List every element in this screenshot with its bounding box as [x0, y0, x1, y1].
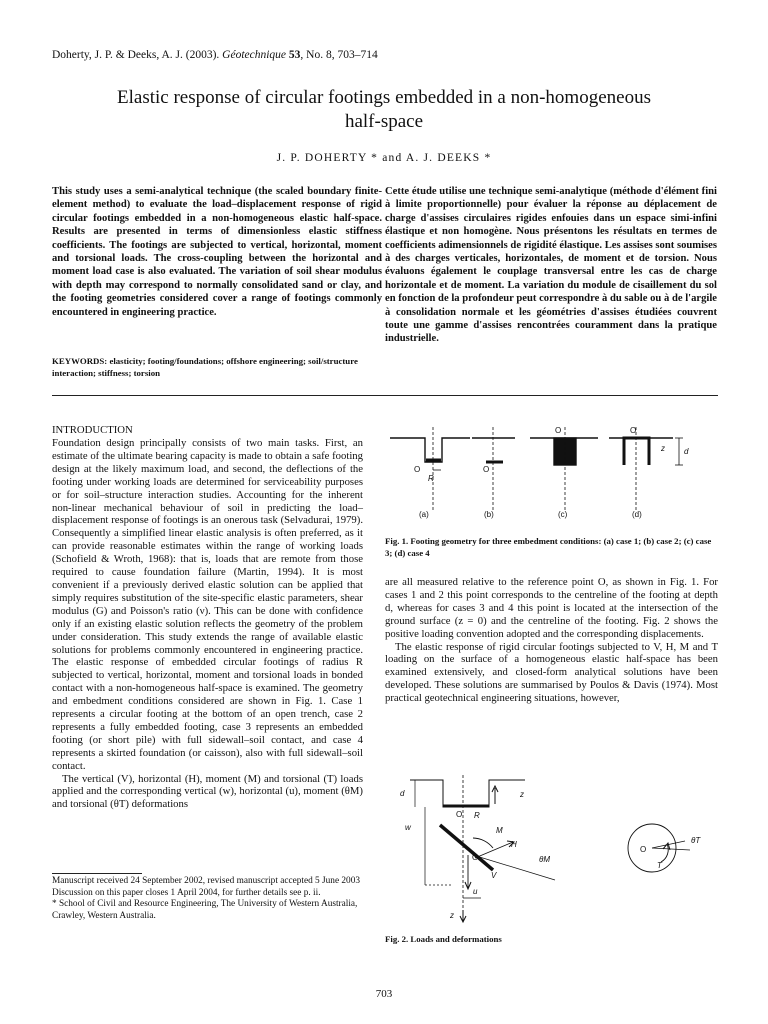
citation-journal: Géotechnique: [222, 49, 287, 61]
figure-1: [385, 422, 718, 524]
figure-2-caption: Fig. 2. Loads and deformations: [385, 934, 502, 944]
right-paragraph-1: are all measured relative to the reference point O, as shown in Fig. 1. For cases 1 and 2 this point corresponds to the centreline of the footing at depth d, whereas for cases 3 and 4 this point is located at the intersection of the ground surface (z = 0) and the centreline of the footing. Fig. 2 shows the positive loading convention adopted and the corresponding displacements.: [385, 576, 718, 640]
fig2-u-label: u: [473, 887, 478, 896]
fig2-w-label: w: [405, 823, 411, 832]
title-line-1: Elastic response of circular footings embedded in a non-homogeneous: [117, 87, 651, 108]
fig2-d-label: d: [400, 789, 405, 798]
fig1-label-d: (d): [632, 510, 642, 519]
citation-volume: 53: [288, 49, 301, 61]
fig1d-z-label: z: [661, 444, 665, 453]
citation-rest: , No. 8, 703–714: [300, 49, 378, 61]
fig2-ground-line: [410, 780, 525, 807]
title-line-2: half-space: [344, 111, 424, 132]
intro-paragraph-1: Foundation design principally consists of two main tasks. First, an estimate of the ultimate bearing capacity is made to obtain a safe footing design at the likely maximum load, and second, the deflections of the footing under working loads are determined for serviceability purposes or for soil–structure interaction studies. Accounting for the inherent non-linear mechanical behaviour of soil in predicting the load–displacement response of footings is an onerous task (Selvadurai, 1979). Consequently a simplified linear elastic analysis is often preferred, as it can provide reasonable estimates within the range of working loads (Schofield & Wroth, 1968): that is, loads that are remote from those required to cause foundation failure (Martin, 1994). It is most convenient if a previously derived elastic solution can be applied that simply requires substitution of the site-specific elastic parameters, shear modulus (G) and Poisson's ratio (ν). This can be done with confidence only if an existing elastic solution reflects the geometry of the problem under consideration. This study extends the range of available elastic solutions for problems commonly encountered in engineering practice. The elastic response of embedded circular footings of radius R subjected to vertical, horizontal, moment and torsional loads in bonded contact with a non-homogeneous half-space is examined. The geometry and embedment conditions considered are shown in Fig. 1. Case 1 represents a circular footing at the bottom of an open trench, case 2 represents a fully embedded footing, case 3 represents an embedded footing (or short pile) with full sidewall–soil contact, and case 4 represents a skirted foundation (or caisson), also with full sidewall–soil contact.: [52, 437, 363, 772]
page-number: 703: [375, 988, 393, 1000]
keywords-label: KEYWORDS:: [52, 356, 108, 366]
fig1b-origin-label: O: [483, 465, 490, 474]
citation: [52, 49, 378, 61]
authors: J. P. DOHERTY * and A. J. DEEKS *: [276, 152, 492, 164]
citation-authors: Doherty, J. P. & Deeks, A. J. (2003).: [52, 49, 220, 61]
fig1-label-b: (b): [484, 510, 494, 519]
fig1d-origin-label: O: [630, 426, 637, 435]
fig2-z2-label: z: [450, 911, 454, 920]
fig1d-skirt: [624, 438, 649, 465]
fig2-rotated-footing: [440, 825, 493, 870]
abstract-english: This study uses a semi-analytical technique (the scaled boundary finite-element method) to evaluate the load–displacement response of rigid circular footings embedded in a non-homogeneous elastic half-space. Results are presented in terms of dimensionless elastic stiffness coefficients. The footings are subjected to vertical, horizontal, moment and torsional loads. The cross-coupling between the horizontal and moment load case is also evaluated. The variation of soil shear modulus with depth may correspond to normally consolidated sand or clay, and the footing geometries considered cover a range of footings commonly encountered in engineering practice.: [52, 186, 382, 318]
intro-body: [52, 437, 363, 811]
fig2-thetaT-label: θT: [691, 836, 701, 845]
abstract-french: Cette étude utilise une technique semi-analytique (méthode d'élément fini à limite proportionnelle) pour évaluer la réponse au déplacement de charge d'assises circulaires rigides enfouies dans un espace simi-infini élastique et non homogène. Nous présentons les résultats en termes de coefficients adimensionnels de rigidité élastique. Les assises sont soumises à des charges verticales, horizontales, de moment et de torsion. Nous évaluons également le couplage transversal entre les cas de charge horizontale et de moment. La variation du module de cisaillement du sol en fonction de la profondeur peut correspondre à du sable ou à de l'argile à consolidation normale et les géométries d'assises étudiées couvrent toute une gamme d'assises rencontrées couramment dans la pratique industrielle.: [385, 186, 717, 345]
footnote-received: Manuscript received 24 September 2002, revised manuscript accepted 5 June 2003: [52, 876, 360, 886]
keywords: [52, 355, 384, 379]
fig1a-origin-label: O: [414, 465, 421, 474]
figure-2: [385, 770, 718, 930]
intro-heading: INTRODUCTION: [52, 424, 133, 436]
fig1c-origin-label: O: [555, 426, 562, 435]
fig2-z-label: z: [520, 790, 524, 799]
fig1-label-c: (c): [558, 510, 568, 519]
fig2-origin-label: O: [456, 810, 463, 819]
fig2-origin2-label: O: [472, 853, 479, 862]
fig2-horizontal-label: H: [511, 840, 517, 849]
fig2-thetaM-label: θM: [539, 855, 551, 864]
fig2-moment-label: M: [496, 826, 503, 835]
fig1a-radius-label: R: [428, 474, 434, 483]
intro-paragraph-2: The vertical (V), horizontal (H), moment (M) and torsional (T) loads applied and the corresponding vertical (w), horizontal (u), moment (θM) and torsional (θT) deformations: [52, 772, 363, 811]
keywords-text: elasticity; footing/foundations; offshore engineering; soil/structure interaction; stiffness; torsion: [52, 356, 358, 378]
footnote-affiliation: * School of Civil and Resource Engineering, The University of Western Australia, Crawley, Western Australia.: [52, 899, 358, 921]
fig1a-trench: [390, 438, 470, 462]
fig2-radius-label: R: [474, 811, 480, 820]
fig1d-depth-label: d: [684, 447, 689, 456]
right-column-body: [385, 576, 718, 705]
section-divider: [52, 395, 718, 396]
footnote-discussion: Discussion on this paper closes 1 April 2004, for further details see p. ii.: [52, 887, 321, 898]
footnote-divider: [52, 873, 142, 874]
footnotes: [52, 876, 363, 922]
fig2-torsion-origin-label: O: [640, 845, 647, 854]
fig1-label-a: (a): [419, 510, 429, 519]
figure-1-caption: Fig. 1. Footing geometry for three embedment conditions: (a) case 1; (b) case 2; (c) case 3; (d) case 4: [385, 536, 712, 558]
fig2-vertical-label: V: [491, 871, 497, 880]
page-title: [40, 86, 728, 134]
fig2-torsion-label: T: [657, 861, 662, 870]
right-paragraph-2: The elastic response of rigid circular footings subjected to V, H, M and T loading on the surface of a homogeneous elastic half-space has been examined extensively, and closed-form analytical solutions have been developed. These solutions are summarised by Poulos & Davis (1974). Most practical geotechnical engineering situations, however,: [385, 640, 718, 705]
